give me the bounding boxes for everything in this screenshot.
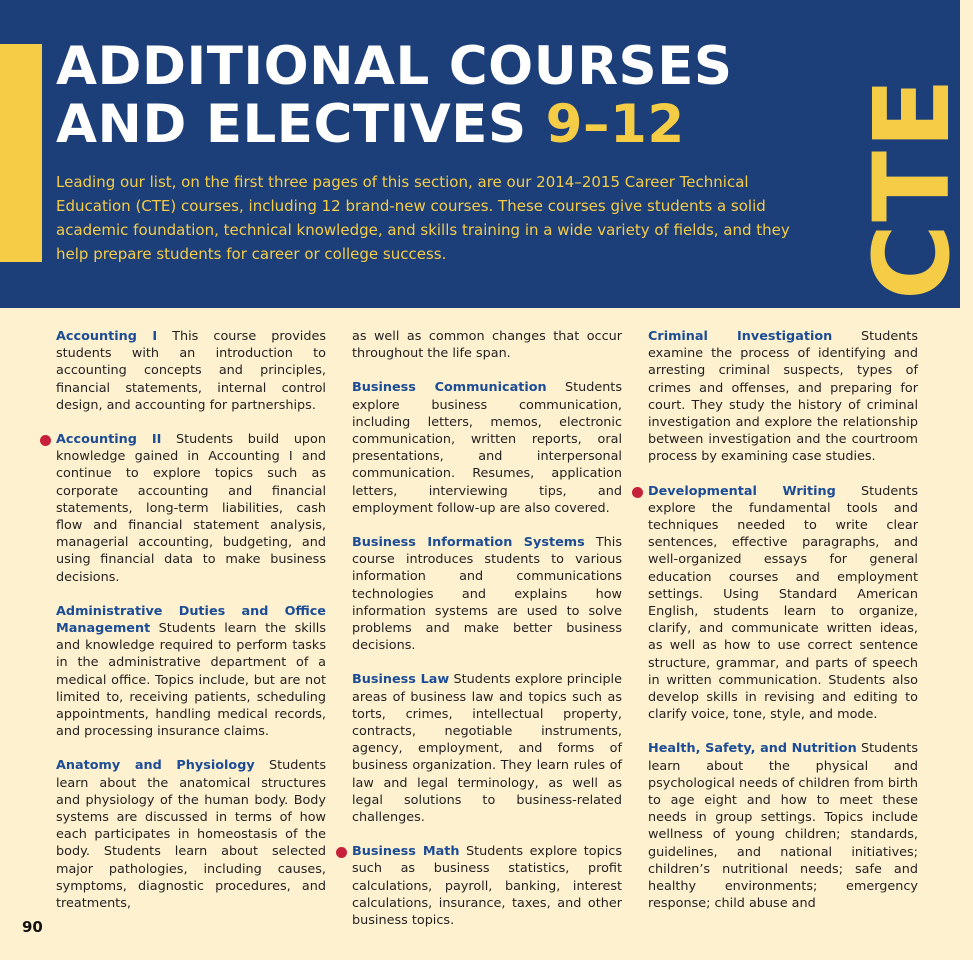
course-entry xyxy=(352,328,622,362)
course-description: as well as common changes that occur throughout the life span. xyxy=(352,329,622,362)
intro-paragraph: Leading our list, on the first three pages of this section, are our 2014–2015 Career Technical Education (CTE) courses, including 12 brand-new courses. These courses give students a solid academic foundation, technical knowledge, and skills training in a wide variety of fields, and they help prepare students for career or college success. xyxy=(56,173,790,263)
course-entry xyxy=(352,843,622,929)
course-title: Accounting II xyxy=(56,432,162,448)
course-description: Students examine the process of identifying and arresting criminal suspects, types of crimes and offenses, and preparing for court. They study the history of criminal investigation and explore the relationship between investigation and the courtroom process by examining case studies. xyxy=(648,329,918,465)
course-description: Students explore principle areas of business law and topics such as torts, crimes, intellectual property, contracts, negotiable instruments, agency, employment, and forms of business organization. They learn rules of law and legal terminology, as well as legal solutions to business-related challenges. xyxy=(352,672,622,826)
course-title: Business Communication xyxy=(352,380,547,396)
course-entry xyxy=(648,483,918,724)
course-description: Students explore the fundamental tools and techniques needed to write clear sentences, effective paragraphs, and well-organized essays for general education courses and employment settings. Using Standard American English, students learn to organize, clarify, and communicate written ideas, as well as how to use correct sentence structure, grammar, and parts of speech in written communication. Students also develop skills in revising and editing to clarify voice, tone, style, and mode. xyxy=(648,483,918,723)
course-entry xyxy=(56,328,326,414)
course-entry xyxy=(352,671,622,826)
course-column-3 xyxy=(648,328,918,930)
course-description: Students explore topics such as business statistics, profit calculations, payroll, banking, interest calculations, insurance, taxes, and other business topics. xyxy=(352,844,622,929)
course-entry xyxy=(56,431,326,586)
course-title: Criminal Investigation xyxy=(648,329,833,344)
course-description: This course introduces students to various information and communications technologies and explains how information systems are used to solve problems and make better business decisions. xyxy=(352,535,622,654)
course-title: Health, Safety, and Nutrition xyxy=(648,741,857,757)
course-entry xyxy=(648,328,918,466)
grade-range: 9–12 xyxy=(545,94,685,155)
course-description: Students learn the skills and knowledge required to perform tasks in the administrative department of a medical office. Topics include, but are not limited to, receiving patients, scheduling appointments, handling medical records, and processing insurance claims. xyxy=(56,621,326,740)
header-banner xyxy=(0,0,973,308)
course-title: Business Information Systems xyxy=(352,535,585,551)
course-entry xyxy=(352,534,622,654)
course-entry xyxy=(648,740,918,912)
course-title: Anatomy and Physiology xyxy=(56,758,255,774)
course-title: Administrative Duties and Office Management xyxy=(56,603,326,637)
course-description: Students explore business communication, including letters, memos, electronic communication, written reports, oral presentations, and interpersonal communication. Resumes, application letters, interviewing tips, and employment follow-up are also covered. xyxy=(352,380,622,516)
course-title: Business Law xyxy=(352,672,450,688)
course-description: Students learn about the physical and psychological needs of children from birth to age eight and how to meet these needs in group settings. Topics include wellness of young children; standards, guidelines, and national initiatives; children’s nutritional needs; safe and healthy environments; emergency response; child abuse and xyxy=(648,741,918,912)
course-entry xyxy=(56,757,326,912)
course-title: Developmental Writing xyxy=(648,483,836,499)
page-title xyxy=(56,38,733,154)
course-column-2 xyxy=(352,328,622,946)
page-number: 90 xyxy=(22,918,43,936)
course-description: Students learn about the anatomical structures and physiology of the human body. Body systems are discussed in terms of how each participates in homeostasis of the body. Students learn about selected major pathologies, including causes, symptoms, diagnostic procedures, and treatments, xyxy=(56,758,326,912)
cte-side-label: CTE xyxy=(851,75,973,301)
title-line-1: ADDITIONAL COURSES xyxy=(56,36,733,97)
title-line-2: AND ELECTIVES xyxy=(56,94,546,155)
course-entry xyxy=(56,603,326,741)
course-entry xyxy=(352,379,622,517)
accent-bar xyxy=(0,44,42,262)
course-description: This course provides students with an introduction to accounting concepts and principles, financial statements, internal control design, and accounting for partnerships. xyxy=(56,329,326,413)
course-title: Accounting I xyxy=(56,329,158,344)
course-column-1 xyxy=(56,328,326,929)
course-title: Business Math xyxy=(352,844,460,860)
course-description: Students build upon knowledge gained in Accounting I and continue to explore topics such as corporate accounting and financial statements, long-term liabilities, cash flow and financial statement analysis, managerial accounting, budgeting, and using financial data to make business decisions. xyxy=(56,432,326,585)
